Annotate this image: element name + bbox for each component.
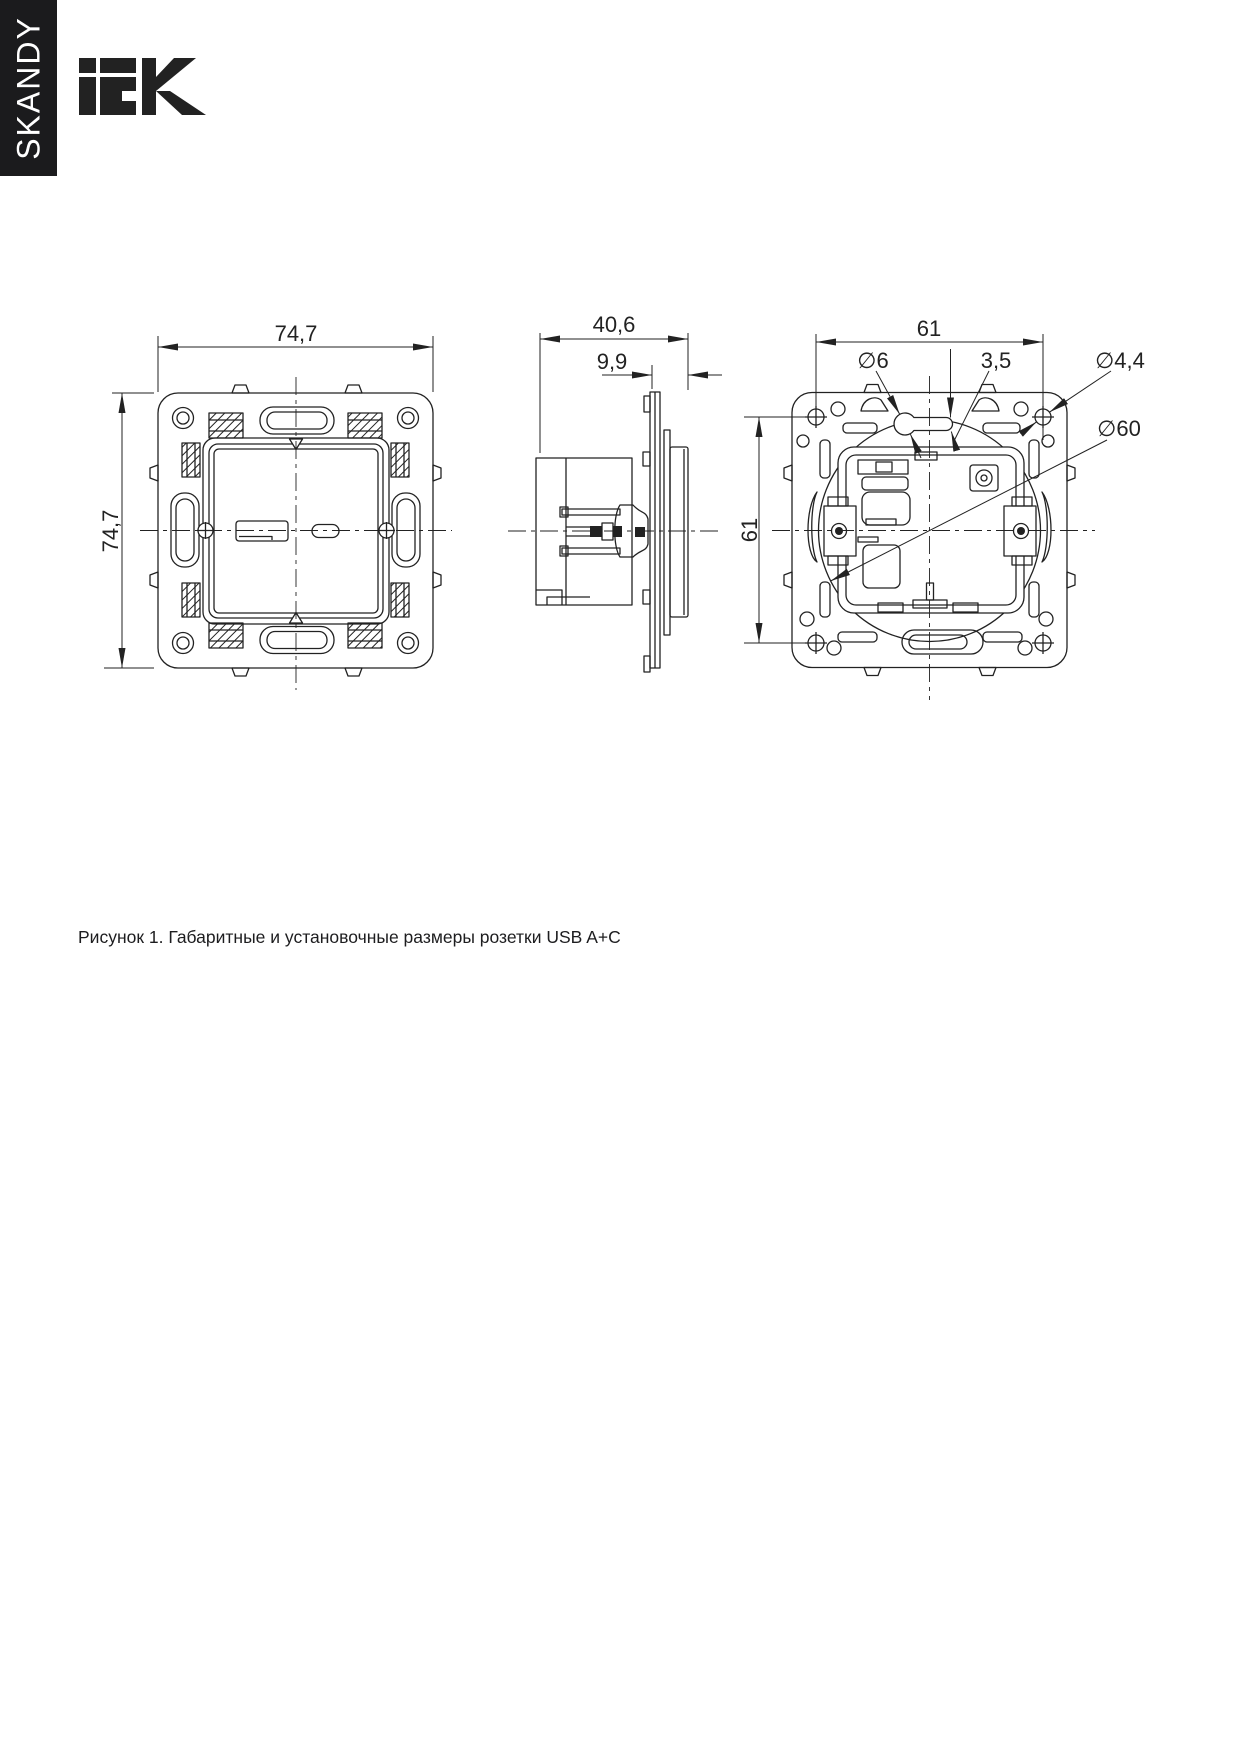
- dim-front-height: 74,7: [98, 509, 123, 553]
- back-view: [737, 316, 1145, 700]
- side-view: [508, 312, 722, 672]
- front-view: [98, 321, 452, 690]
- dim-corner-hole-dia: ∅4,4: [1095, 348, 1145, 373]
- dim-body-dia: ∅60: [1097, 416, 1141, 441]
- dim-front-width: 74,7: [274, 321, 318, 346]
- dim-back-width: 61: [916, 316, 942, 341]
- dim-keyhole-dia: ∅6: [857, 348, 889, 373]
- dim-side-panel-depth: 9,9: [596, 349, 628, 374]
- side-body: [536, 392, 688, 672]
- keyhole-slot: [894, 413, 952, 435]
- series-label: SKANDY: [10, 16, 46, 160]
- usb-c-slot: [312, 525, 339, 538]
- usb-a-slot: [236, 521, 288, 541]
- figure-caption: Рисунок 1. Габаритные и установочные размеры розетки USB A+C: [78, 927, 621, 947]
- dim-slot-width: 3,5: [980, 348, 1012, 373]
- side-dimensions: [540, 333, 722, 453]
- dim-back-height: 61: [737, 517, 762, 543]
- dim-side-depth: 40,6: [592, 312, 636, 337]
